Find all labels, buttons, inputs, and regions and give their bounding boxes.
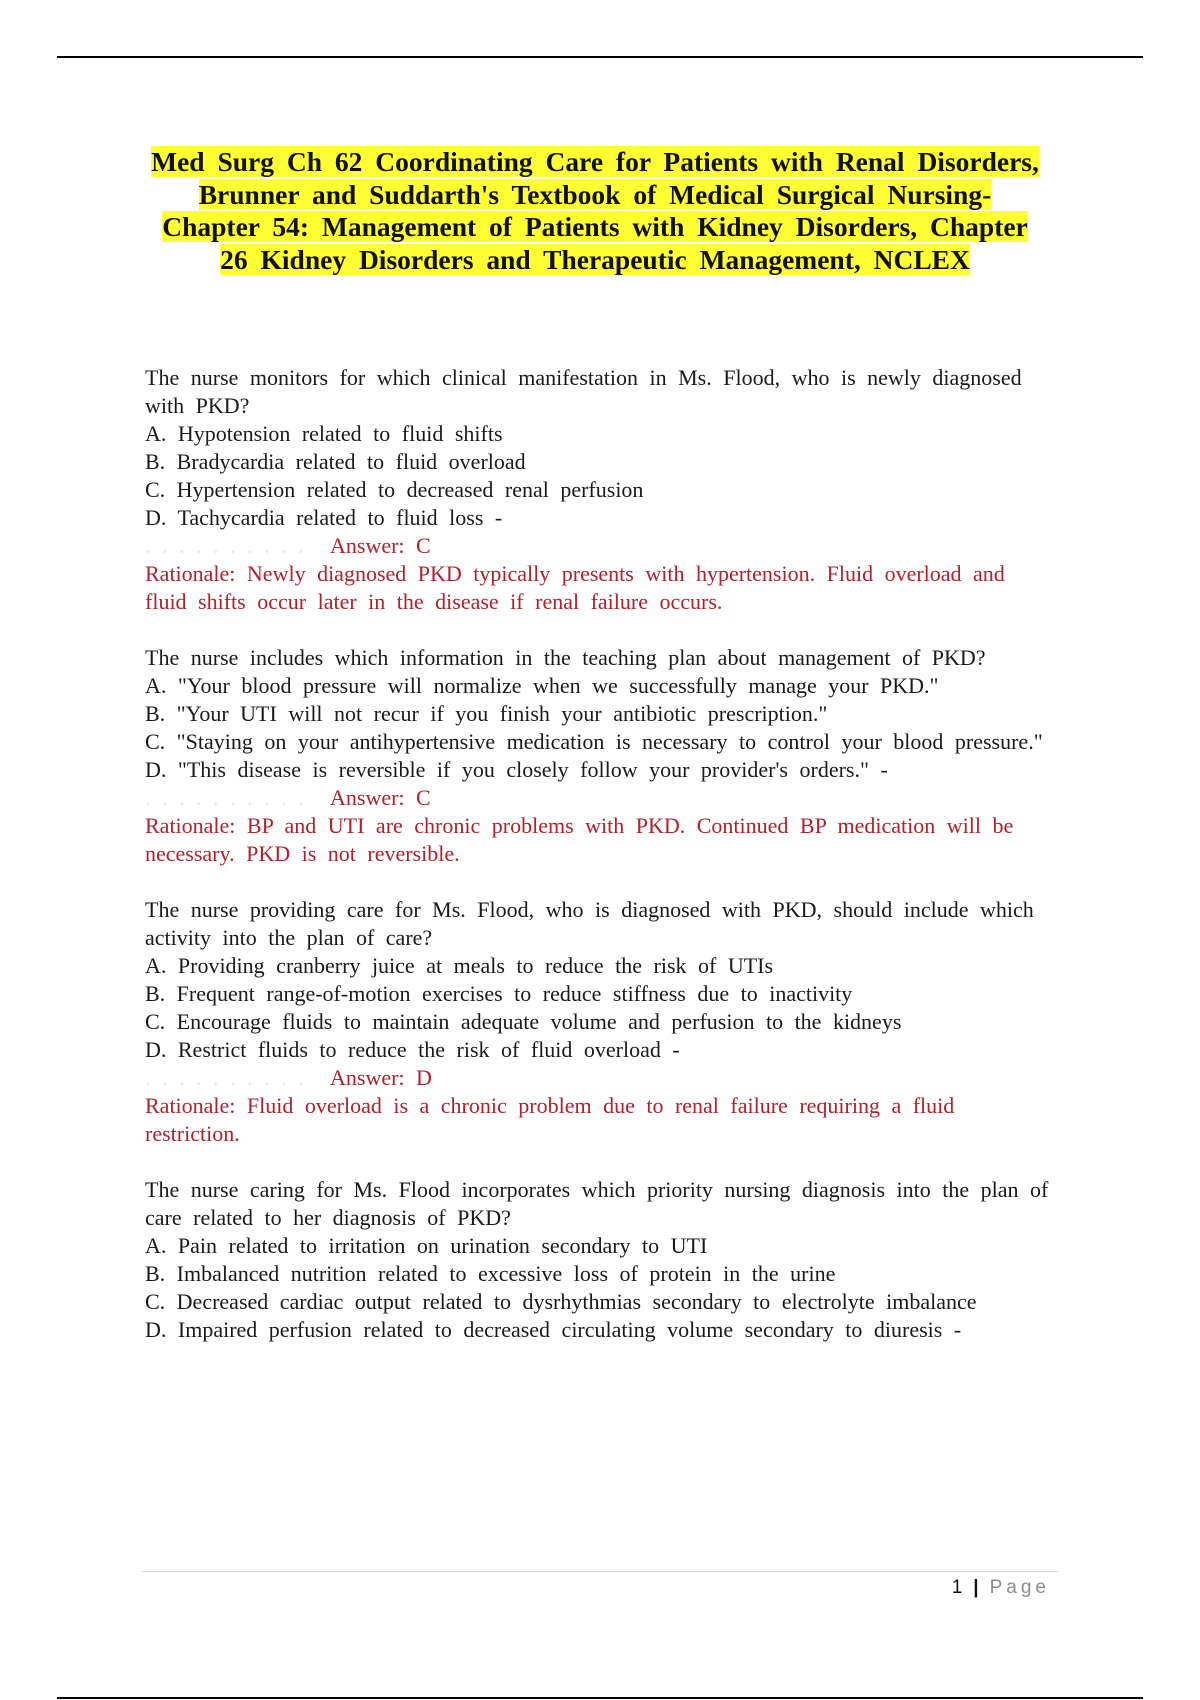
- option-c: C. Hypertension related to decreased renal perfusion: [145, 477, 644, 502]
- bottom-rule: [57, 1697, 1143, 1699]
- option-c: C. "Staying on your antihypertensive medication is necessary to control your blood pressure.": [145, 729, 1043, 754]
- option-a: A. Pain related to irritation on urination secondary to UTI: [145, 1233, 708, 1258]
- option-b: B. Imbalanced nutrition related to excessive loss of protein in the urine: [145, 1261, 836, 1286]
- question-text: The nurse monitors for which clinical manifestation in Ms. Flood, who is newly diagnosed with PKD?: [145, 365, 1022, 418]
- rationale-text: Rationale: Newly diagnosed PKD typically presents with hypertension. Fluid overload and fluid shifts occur later in the disease if renal failure occurs.: [145, 561, 1005, 614]
- option-c: C. Encourage fluids to maintain adequate volume and perfusion to the kidneys: [145, 1009, 902, 1034]
- option-b: B. Frequent range-of-motion exercises to reduce stiffness due to inactivity: [145, 981, 853, 1006]
- question-text: The nurse providing care for Ms. Flood, who is diagnosed with PKD, should include which activity into the plan of care?: [145, 897, 1034, 950]
- option-a: A. "Your blood pressure will normalize when we successfully manage your PKD.": [145, 673, 939, 698]
- document-title: Med Surg Ch 62 Coordinating Care for Patients with Renal Disorders, Brunner and Suddarth's Textbook of Medical Surgical Nursing- Chapter 54: Management of Patients with Kidney Disorders, Chapter 26 Kidney Disorders and Therapeutic Management, NCLEX: [151, 146, 1039, 275]
- option-b: B. "Your UTI will not recur if you finish your antibiotic prescription.": [145, 701, 828, 726]
- option-d: D. Tachycardia related to fluid loss -: [145, 505, 503, 530]
- question-text: The nurse includes which information in the teaching plan about management of PKD?: [145, 645, 986, 670]
- question-block-3: [145, 896, 1050, 1148]
- option-d: D. Restrict fluids to reduce the risk of fluid overload -: [145, 1037, 680, 1062]
- option-a: A. Providing cranberry juice at meals to reduce the risk of UTIs: [145, 953, 774, 978]
- answer-line: . . . . . . . . . . Answer: C: [145, 533, 431, 558]
- footer-separator: |: [973, 1577, 980, 1598]
- header-rule: [57, 56, 1143, 58]
- option-b: B. Bradycardia related to fluid overload: [145, 449, 526, 474]
- option-a: A. Hypotension related to fluid shifts: [145, 421, 503, 446]
- question-text: The nurse caring for Ms. Flood incorporates which priority nursing diagnosis into the plan of care related to her diagnosis of PKD?: [145, 1177, 1049, 1230]
- rationale-text: Rationale: Fluid overload is a chronic problem due to renal failure requiring a fluid restriction.: [145, 1093, 955, 1146]
- option-d: D. "This disease is reversible if you closely follow your provider's orders." -: [145, 757, 888, 782]
- page-label: Page: [989, 1577, 1050, 1598]
- answer-line: . . . . . . . . . . Answer: D: [145, 1065, 432, 1090]
- rationale-text: Rationale: BP and UTI are chronic problems with PKD. Continued BP medication will be necessary. PKD is not reversible.: [145, 813, 1014, 866]
- page-footer: [952, 1577, 1050, 1599]
- answer-line: . . . . . . . . . . Answer: C: [145, 785, 431, 810]
- option-d: D. Impaired perfusion related to decreased circulating volume secondary to diuresis -: [145, 1317, 962, 1342]
- page-number: 1: [951, 1577, 964, 1598]
- question-block-2: [145, 644, 1050, 868]
- question-block-1: [145, 364, 1050, 616]
- answer-text: Answer: C: [330, 533, 431, 558]
- document-title-block: [145, 146, 1045, 276]
- answer-text: Answer: C: [330, 785, 431, 810]
- footer-rule: [142, 1571, 1058, 1572]
- option-c: C. Decreased cardiac output related to dysrhythmias secondary to electrolyte imbalance: [145, 1289, 977, 1314]
- document-body: [145, 364, 1050, 1372]
- answer-text: Answer: D: [330, 1065, 432, 1090]
- question-block-4: [145, 1176, 1050, 1344]
